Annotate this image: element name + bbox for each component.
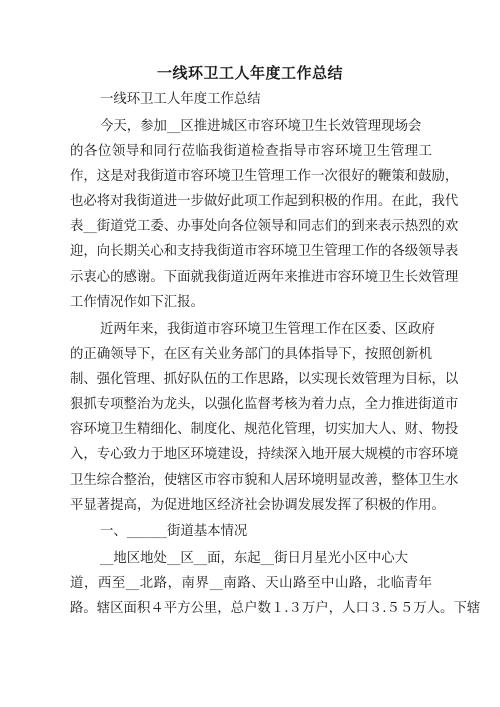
text-line: __地区地处__区__面，东起__街日月星光小区中心大	[100, 551, 408, 566]
text-line: 制、强化管理、抓好队伍的工作思路，以实现长效管理为目标，以	[70, 372, 459, 388]
text-line: 路。辖区面积４平方公里，总户数１.３万户，人口３.５５万人。下辖	[70, 601, 481, 617]
text-line: 示衷心的感谢。下面就我街道近两年来推进市容环境卫生长效管理	[70, 269, 459, 285]
text-line: 迎，向长期关心和支持我街道市容环境卫生管理工作的各级领导表	[70, 244, 459, 260]
text-line: 道，西至__北路，南界__南路、天山路至中山路，北临青年	[70, 576, 432, 592]
section-heading	[70, 519, 432, 544]
paragraph-basic-info	[70, 546, 481, 621]
text-line: 近两年来，我街道市容环境卫生管理工作在区委、区政府	[100, 322, 435, 337]
text-line: 一、______街道基本情况	[100, 524, 248, 539]
text-line: 入，专心致力于地区环境建设，持续深入地开展大规模的市容环境	[70, 447, 459, 463]
paragraph-opening	[70, 114, 459, 315]
document-title: 一线环卫工人年度工作总结	[156, 64, 343, 82]
paragraph-overview	[70, 317, 459, 518]
paragraph-subtitle	[70, 87, 432, 112]
text-line: 工作情况作如下汇报。	[70, 294, 204, 310]
text-line: 一线环卫工人年度工作总结	[100, 92, 261, 107]
text-line: 容环境卫生精细化、制度化、规范化管理，切实加大人、财、物投	[70, 422, 459, 438]
text-line: 狠抓专项整治为龙头，以强化监督考核为着力点，全力推进街道市	[70, 397, 459, 413]
text-line: 平显著提高，为促进地区经济社会协调发展发挥了积极的作用。	[70, 497, 445, 513]
text-line: 的正确领导下，在区有关业务部门的具体指导下，按照创新机	[70, 347, 432, 363]
text-line: 的各位领导和同行莅临我街道检查指导市容环境卫生管理工	[70, 144, 432, 160]
text-line: 今天，参加__区推进城区市容环境卫生长效管理现场会	[100, 119, 422, 134]
text-line: 作，这是对我街道市容环境卫生管理工作一次很好的鞭策和鼓励，	[70, 169, 459, 185]
text-line: 也必将对我街道进一步做好此项工作起到积极的作用。在此，我代	[70, 194, 459, 210]
text-line: 卫生综合整治，使辖区市容市貌和人居环境明显改善，整体卫生水	[70, 472, 459, 488]
text-line: 表__街道党工委、办事处向各位领导和同志们的到来表示热烈的欢	[70, 219, 459, 235]
